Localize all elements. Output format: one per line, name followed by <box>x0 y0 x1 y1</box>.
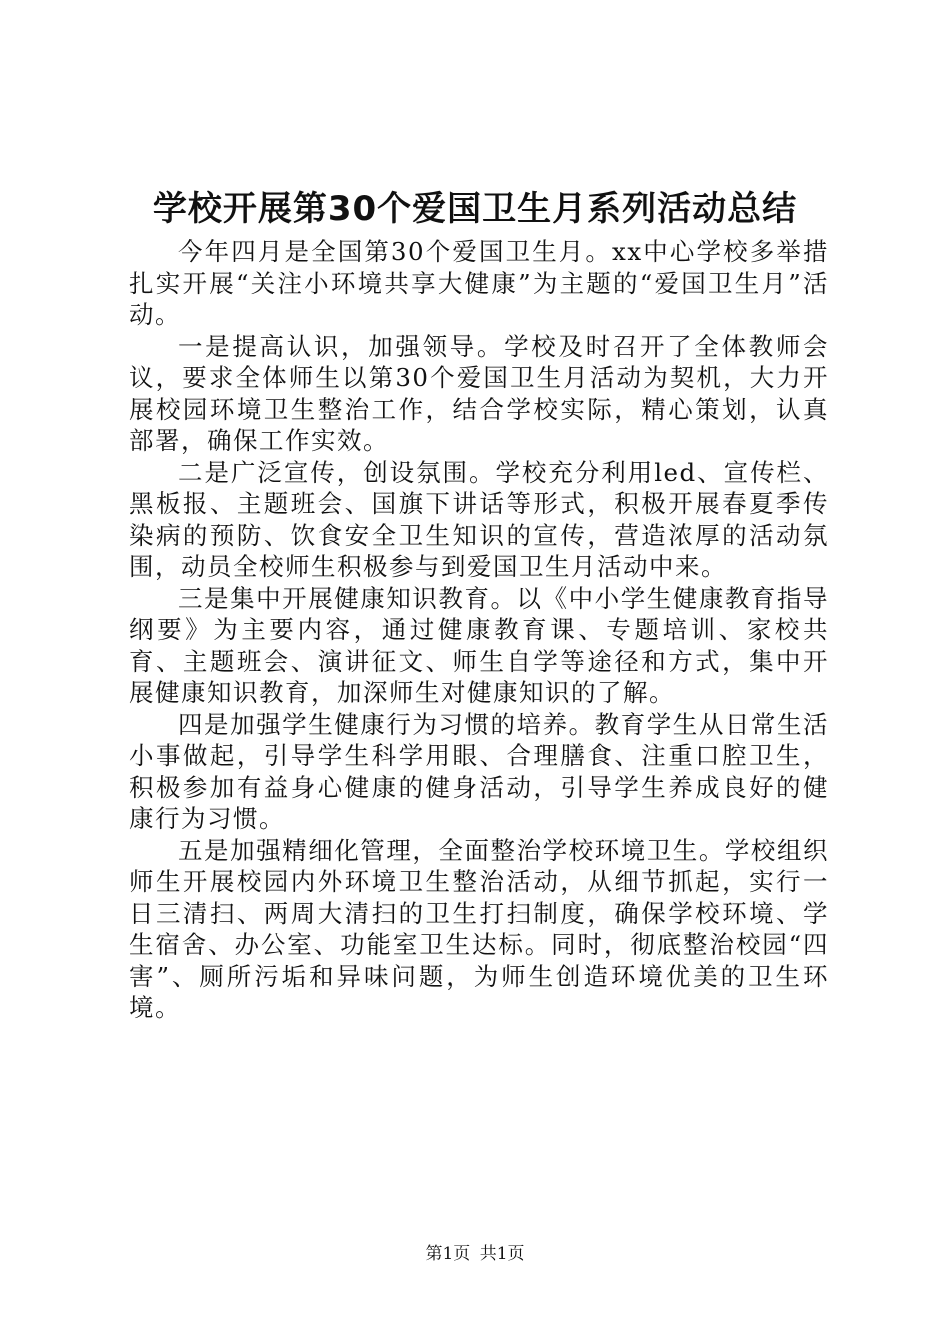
paragraph-point-2: 二是广泛宣传，创设氛围。学校充分利用led、宣传栏、黑板报、主题班会、国旗下讲话等形式，积极开展春夏季传染病的预防、饮食安全卫生知识的宣传，营造浓厚的活动氛围，动员全校师生积极参与到爱国卫生月活动中来。 <box>129 457 829 581</box>
paragraph-point-4: 四是加强学生健康行为习惯的培养。教育学生从日常生活小事做起，引导学生科学用眼、合理膳食、注重口腔卫生，积极参加有益身心健康的健身活动，引导学生养成良好的健康行为习惯。 <box>129 709 829 833</box>
document-body <box>129 236 829 1024</box>
document-title: 学校开展第30个爱国卫生月系列活动总结 <box>152 189 798 229</box>
paragraph-point-1: 一是提高认识，加强领导。学校及时召开了全体教师会议，要求全体师生以第30个爱国卫生月活动为契机，大力开展校园环境卫生整治工作，结合学校实际，精心策划，认真部署，确保工作实效。 <box>129 331 829 455</box>
paragraph-point-5: 五是加强精细化管理，全面整治学校环境卫生。学校组织师生开展校园内外环境卫生整治活动，从细节抓起，实行一日三清扫、两周大清扫的卫生打扫制度，确保学校环境、学生宿舍、办公室、功能室卫生达标。同时，彻底整治校园“四害”、厕所污垢和异味问题，为师生创造环境优美的卫生环境。 <box>129 835 829 1022</box>
paragraph-point-3: 三是集中开展健康知识教育。以《中小学生健康教育指导纲要》为主要内容，通过健康教育课、专题培训、家校共育、主题班会、演讲征文、师生自学等途径和方式，集中开展健康知识教育，加深师生对健康知识的了解。 <box>129 583 829 707</box>
paragraph-intro: 今年四月是全国第30个爱国卫生月。xx中心学校多举措扎实开展“关注小环境共享大健康”为主题的“爱国卫生月”活动。 <box>129 237 829 329</box>
page-footer <box>0 1242 950 1266</box>
page-total: 共1页 <box>479 1244 525 1264</box>
page-number: 第1页 <box>425 1244 471 1264</box>
